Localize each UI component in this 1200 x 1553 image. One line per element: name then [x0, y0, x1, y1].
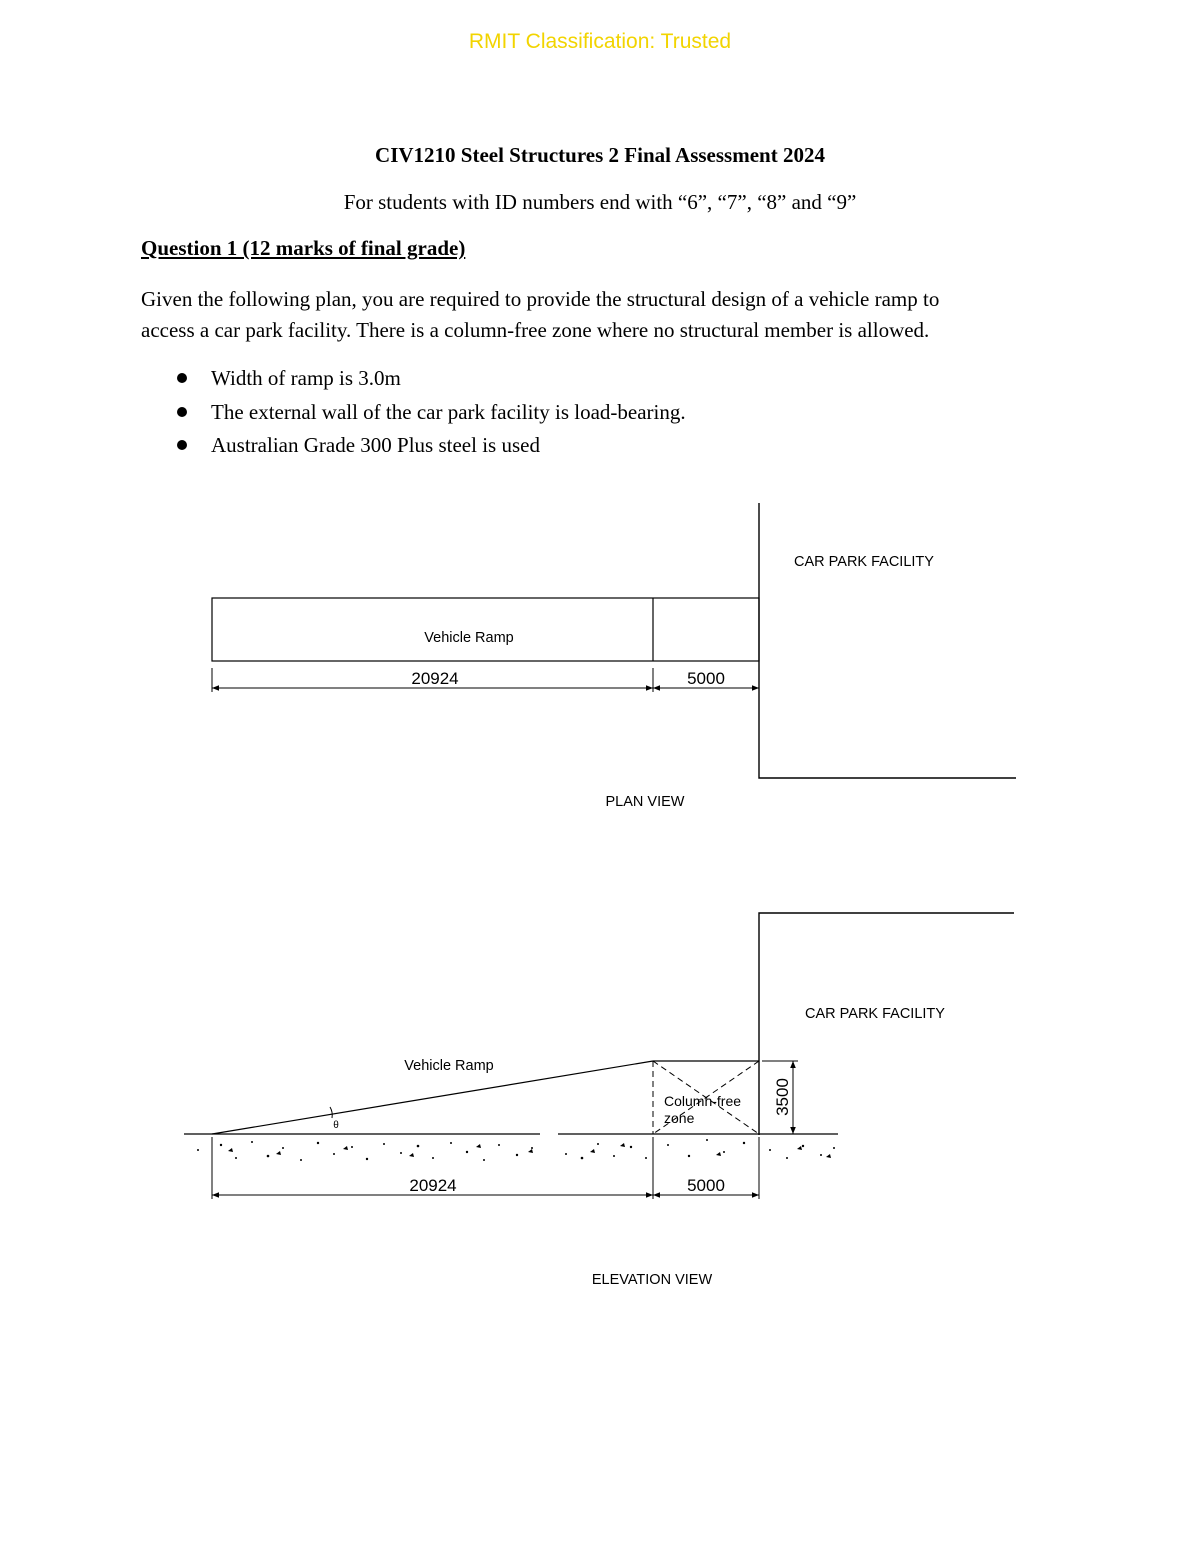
plan-ramp-label: Vehicle Ramp	[424, 630, 514, 646]
document-subtitle: For students with ID numbers end with “6”, “7”, “8” and “9”	[343, 190, 857, 214]
plan-facility-label: CAR PARK FACILITY	[794, 554, 934, 570]
elev-ramp-label: Vehicle Ramp	[404, 1058, 494, 1074]
plan-view-caption: PLAN VIEW	[605, 794, 685, 810]
plan-dim-zone-length: 5000	[687, 669, 725, 688]
plan-view	[212, 503, 1016, 810]
elev-dim-height: 3500	[773, 1078, 792, 1116]
list-item: Australian Grade 300 Plus steel is used	[141, 431, 686, 465]
list-item: The external wall of the car park facility is load-bearing.	[141, 398, 686, 432]
angle-arc-icon	[330, 1107, 332, 1118]
elevation-view-caption: ELEVATION VIEW	[591, 1272, 713, 1288]
intro-line-2: access a car park facility. There is a column-free zone where no structural member is allowed.	[141, 318, 930, 342]
zone-label-line-1: Column-free	[664, 1093, 742, 1109]
plan-building-outline	[759, 503, 1016, 778]
list-item: Width of ramp is 3.0m	[141, 364, 686, 398]
elev-dim-ramp-length: 20924	[409, 1176, 457, 1195]
elev-angle-label: θ	[333, 1120, 339, 1131]
question-heading: Question 1 (12 marks of final grade)	[141, 236, 466, 260]
plan-dim-ramp-length: 20924	[411, 669, 459, 688]
intro-line-1: Given the following plan, you are required to provide the structural design of a vehicle ramp to	[141, 287, 940, 311]
elev-dim-zone-length: 5000	[687, 1176, 725, 1195]
elevation-view	[184, 913, 1014, 1288]
ground-hatching	[197, 1139, 835, 1161]
document-title: CIV1210 Steel Structures 2 Final Assessment 2024	[375, 143, 825, 167]
elev-facility-label: CAR PARK FACILITY	[805, 1006, 945, 1022]
elev-building-outline	[759, 913, 1014, 1135]
classification-label: RMIT Classification: Trusted	[468, 30, 732, 53]
zone-label-line-2: zone	[664, 1110, 695, 1126]
